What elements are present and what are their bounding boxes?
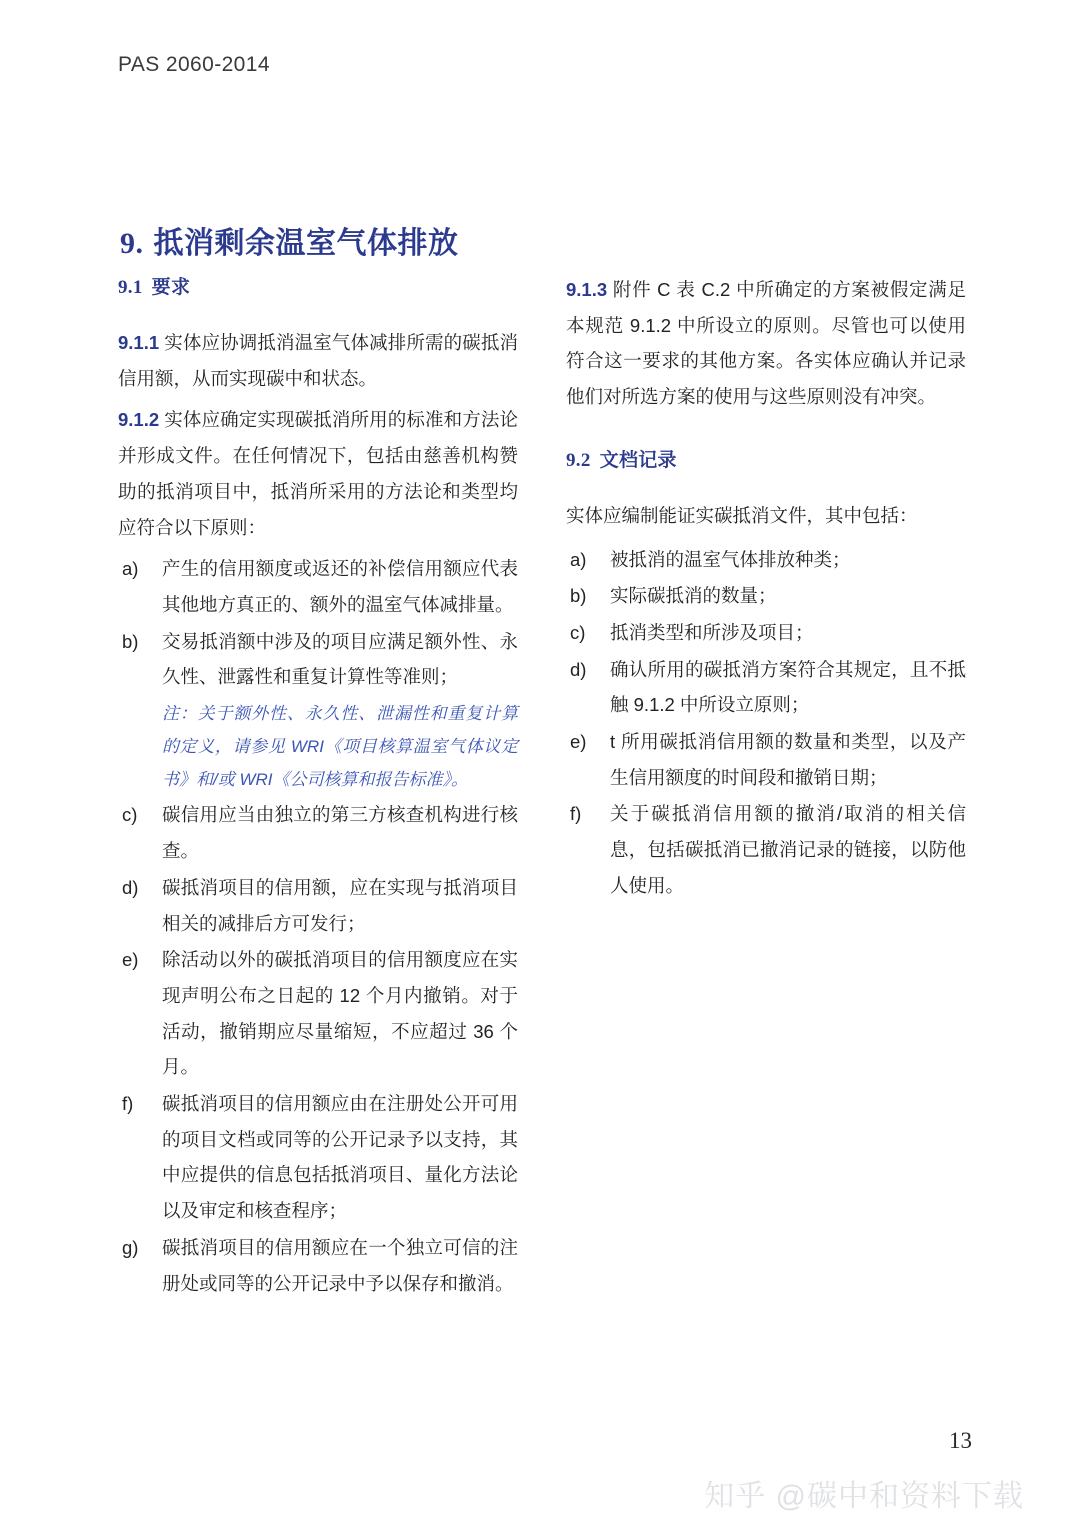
section-heading-9-2 xyxy=(566,445,966,472)
list-item-text: 碳抵消项目的信用额应在一个独立可信的注册处或同等的公开记录中予以保存和撤消。 xyxy=(162,1236,518,1294)
list-item-text: 碳抵消项目的信用额，应在实现与抵消项目相关的减排后方可发行； xyxy=(162,876,518,934)
section-number-9-1: 9.1 xyxy=(118,277,143,298)
watermark: 知乎 @碳中和资料下载 xyxy=(704,1480,1024,1513)
section-title-9-2: 文档记录 xyxy=(599,449,677,471)
list-marker: a) xyxy=(570,548,587,570)
list-item xyxy=(118,1086,518,1229)
clause-text-9-1-2: 实体应确定实现碳抵消所用的标准和方法论并形成文件。在任何情况下，包括由慈善机构赞助的抵消项目中，抵消所采用的方法论和类型均应符合以下原则： xyxy=(118,409,518,538)
clause-9-1-3 xyxy=(566,272,966,415)
clause-text-9-1-1: 实体应协调抵消温室气体减排所需的碳抵消信用额，从而实现碳中和状态。 xyxy=(118,332,518,389)
list-item xyxy=(566,578,966,614)
list-marker: c) xyxy=(570,621,586,643)
list-marker: f) xyxy=(122,1093,134,1115)
list-item-text: 关于碳抵消信用额的撤消/取消的相关信息，包括碳抵消已撤消记录的链接，以防他人使用。 xyxy=(610,803,966,896)
list-item xyxy=(566,542,966,578)
list-item xyxy=(566,615,966,651)
clause-number-9-1-1: 9.1.1 xyxy=(118,332,160,353)
right-lettered-list xyxy=(566,542,966,904)
list-marker: d) xyxy=(570,658,587,680)
list-item-text: 交易抵消额中涉及的项目应满足额外性、永久性、泄露性和重复计算性等准则； xyxy=(162,630,518,688)
page-title xyxy=(120,218,459,262)
clause-9-1-2 xyxy=(118,402,518,545)
page-number: 13 xyxy=(949,1428,972,1453)
list-item-text: 实际碳抵消的数量； xyxy=(610,585,777,607)
list-marker: b) xyxy=(570,585,587,607)
two-column-body xyxy=(118,272,966,1302)
list-marker: e) xyxy=(570,731,587,753)
list-item xyxy=(118,797,518,868)
list-item-text: t 所用碳抵消信用额的数量和类型，以及产生信用额度的时间段和撤销日期； xyxy=(610,731,966,788)
list-item-text: 碳信用应当由独立的第三方核查机构进行核查。 xyxy=(162,804,518,862)
list-item-text: 被抵消的温室气体排放种类； xyxy=(610,548,851,570)
list-item-text: 确认所用的碳抵消方案符合其规定，且不抵触 9.1.2 中所设立原则； xyxy=(610,658,966,716)
list-item-text: 产生的信用额度或返还的补偿信用额应代表其他地方真正的、额外的温室气体减排量。 xyxy=(162,558,518,615)
list-item-text: 碳抵消项目的信用额应由在注册处公开可用的项目文档或同等的公开记录予以支持，其中应提供的信息包括抵消项目、量化方法论以及审定和核查程序； xyxy=(162,1093,518,1222)
list-marker: f) xyxy=(570,803,582,825)
section-heading-9-1 xyxy=(118,272,518,299)
clause-9-1-1 xyxy=(118,325,518,396)
list-marker: d) xyxy=(122,876,139,898)
list-item xyxy=(566,724,966,795)
clause-text-9-1-3: 附件 C 表 C.2 中所确定的方案被假定满足本规范 9.1.2 中所设立的原则。尽管也可以使用符合这一要求的其他方案。各实体应确认并记录他们对所选方案的使用与这些原则没有冲突。 xyxy=(566,279,966,408)
section-title-9-1: 要求 xyxy=(151,277,191,298)
clause-number-9-1-2: 9.1.2 xyxy=(118,409,160,431)
right-column xyxy=(566,272,966,1302)
list-item xyxy=(566,652,966,723)
list-marker: g) xyxy=(122,1236,139,1258)
left-column xyxy=(118,272,518,1302)
editorial-note: 注：关于额外性、永久性、泄漏性和重复计算的定义，请参见 WRI《项目核算温室气体议定书》和/或 WRI《公司核算和报告标准》。 xyxy=(162,704,518,790)
left-lettered-list xyxy=(118,551,518,1301)
list-item-text: 除活动以外的碳抵消项目的信用额度应在实现声明公布之日起的 12 个月内撤销。对于活动，撤销期应尽量缩短，不应超过 36 个月。 xyxy=(162,949,518,1078)
list-marker: b) xyxy=(122,630,139,652)
list-marker: c) xyxy=(122,804,138,826)
list-item xyxy=(118,1230,518,1301)
section-number-9-2: 9.2 xyxy=(566,449,591,471)
list-item xyxy=(118,942,518,1085)
chapter-title-text: 抵消剩余温室气体排放 xyxy=(153,227,459,261)
running-header: PAS 2060-2014 xyxy=(118,53,270,76)
list-marker: a) xyxy=(122,558,139,580)
list-item xyxy=(118,624,518,797)
list-item xyxy=(566,796,966,903)
chapter-number: 9. xyxy=(120,227,144,261)
section-9-2-intro: 实体应编制能证实碳抵消文件，其中包括： xyxy=(566,504,918,526)
clause-number-9-1-3: 9.1.3 xyxy=(566,279,608,300)
list-item xyxy=(118,551,518,622)
list-item xyxy=(118,870,518,941)
list-marker: e) xyxy=(122,949,139,971)
list-item-text: 抵消类型和所涉及项目； xyxy=(610,621,814,643)
